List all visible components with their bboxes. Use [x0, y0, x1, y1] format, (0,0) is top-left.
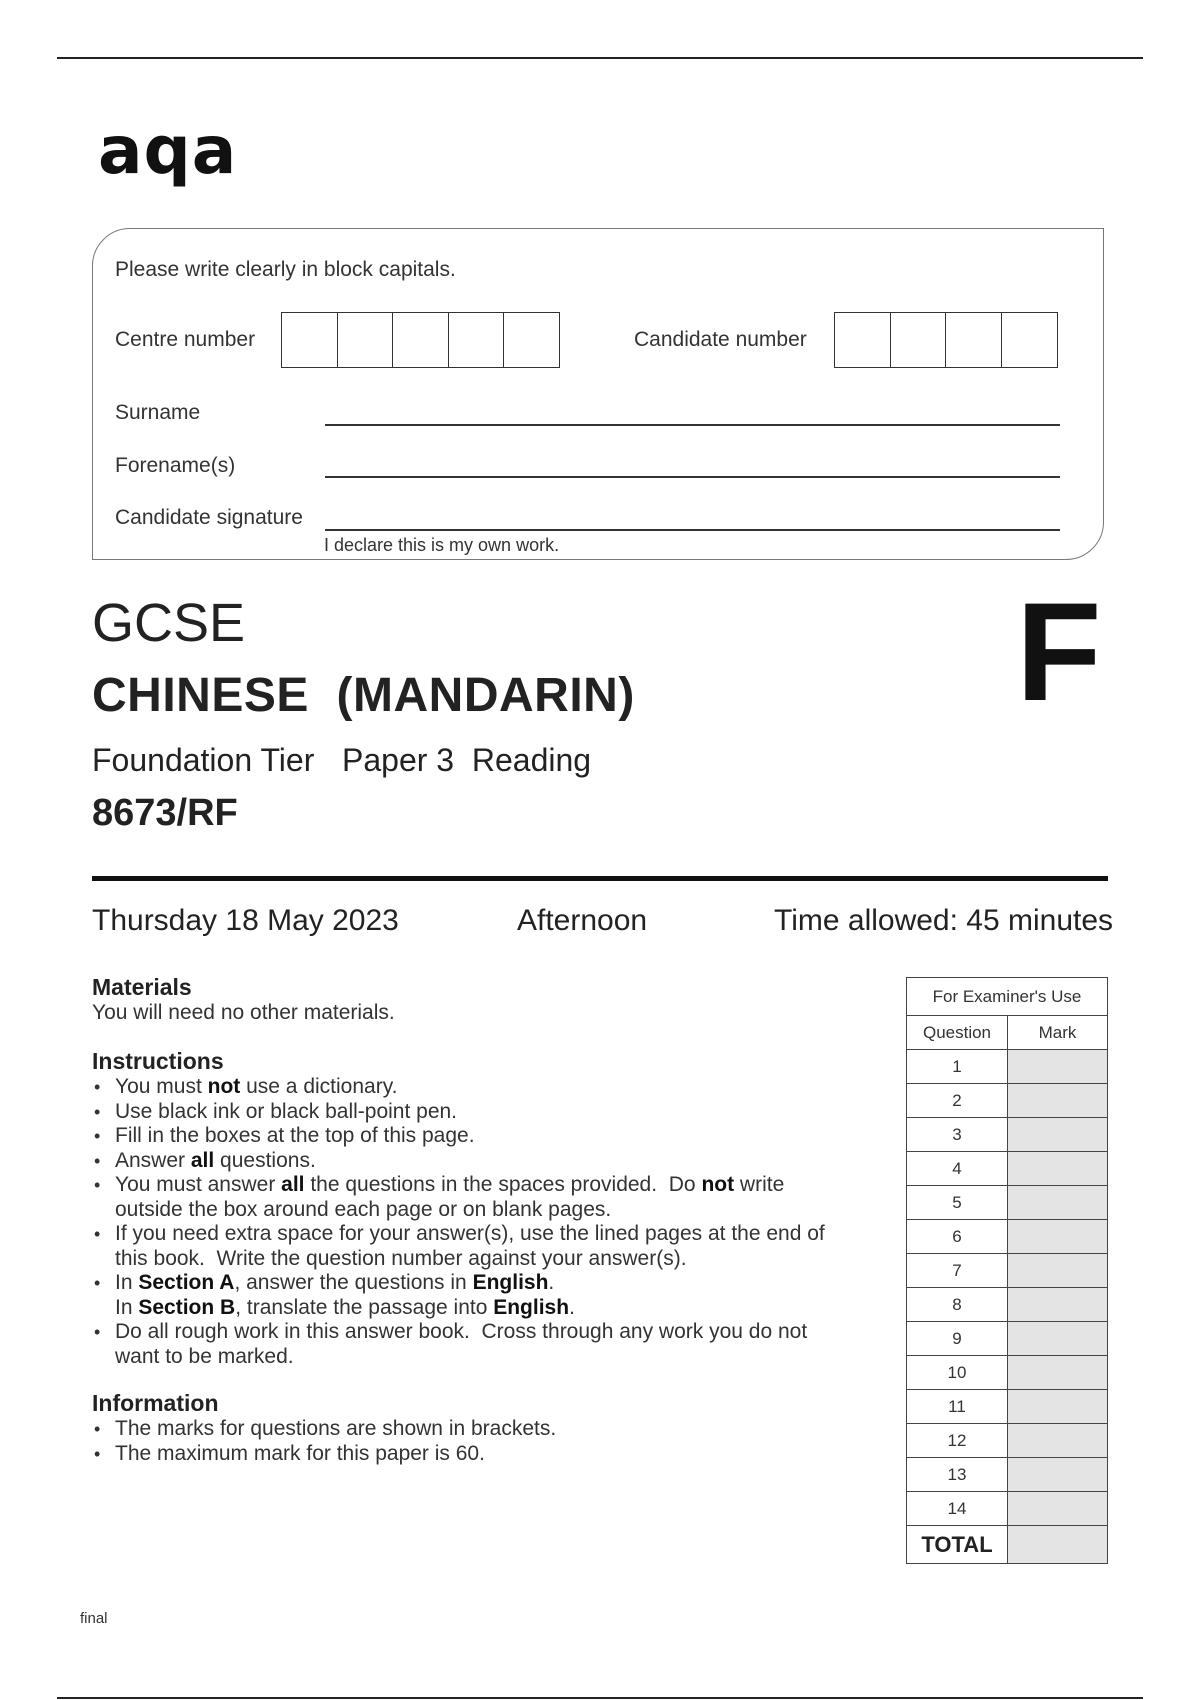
- mark-cell[interactable]: [1008, 1288, 1108, 1322]
- table-row: 11: [907, 1390, 1108, 1424]
- information-list: [92, 1417, 902, 1466]
- title-divider: [92, 876, 1108, 881]
- candidate-number-digit[interactable]: [834, 312, 891, 368]
- list-item: • Use black ink or black ball-point pen.: [92, 1100, 902, 1125]
- centre-number-digit[interactable]: [392, 312, 449, 368]
- subject-title: CHINESE (MANDARIN): [92, 669, 635, 722]
- table-row: 13: [907, 1458, 1108, 1492]
- instructions-list: [92, 1075, 902, 1369]
- information-heading: Information: [92, 1390, 219, 1416]
- table-row: 7: [907, 1254, 1108, 1288]
- paper-label: Paper 3 Reading: [342, 742, 592, 778]
- examiners-use-table: [906, 977, 1108, 1564]
- aqa-logo: aqa: [98, 112, 238, 189]
- table-row: 12: [907, 1424, 1108, 1458]
- candidate-number-digit[interactable]: [890, 312, 947, 368]
- table-row: 6: [907, 1220, 1108, 1254]
- centre-number-digit[interactable]: [337, 312, 394, 368]
- instructions-heading: Instructions: [92, 1048, 224, 1074]
- mark-cell[interactable]: [1008, 1424, 1108, 1458]
- mark-cell[interactable]: [1008, 1322, 1108, 1356]
- exam-date: Thursday 18 May 2023: [92, 904, 399, 937]
- mark-cell[interactable]: [1008, 1254, 1108, 1288]
- bottom-rule: [57, 1697, 1143, 1699]
- total-label: TOTAL: [907, 1526, 1008, 1564]
- tier-label: Foundation Tier: [92, 742, 315, 778]
- forenames-label: Forename(s): [115, 454, 236, 477]
- question-column-header: Question: [907, 1016, 1008, 1050]
- centre-number-digit[interactable]: [448, 312, 505, 368]
- table-row: 9: [907, 1322, 1108, 1356]
- table-row: 10: [907, 1356, 1108, 1390]
- surname-label: Surname: [115, 401, 201, 424]
- mark-cell[interactable]: [1008, 1084, 1108, 1118]
- signature-label: Candidate signature: [115, 506, 303, 529]
- table-row: 8: [907, 1288, 1108, 1322]
- candidate-number-boxes: [834, 312, 1058, 368]
- paper-code: 8673/RF: [92, 792, 238, 834]
- mark-cell[interactable]: [1008, 1118, 1108, 1152]
- mark-cell[interactable]: [1008, 1492, 1108, 1526]
- list-item: • The maximum mark for this paper is 60.: [92, 1442, 902, 1467]
- table-row: 14: [907, 1492, 1108, 1526]
- footer-note: final: [80, 1610, 108, 1627]
- centre-number-digit[interactable]: [503, 312, 560, 368]
- mark-cell[interactable]: [1008, 1356, 1108, 1390]
- materials-heading: Materials: [92, 974, 192, 1000]
- instructions-section: [92, 1048, 902, 1369]
- list-item: • The marks for questions are shown in brackets.: [92, 1417, 902, 1442]
- candidate-number-digit[interactable]: [945, 312, 1002, 368]
- mark-cell[interactable]: [1008, 1220, 1108, 1254]
- materials-section: [92, 974, 892, 1026]
- qualification-title: GCSE: [92, 593, 246, 653]
- candidate-number-digit[interactable]: [1001, 312, 1058, 368]
- table-row: 5: [907, 1186, 1108, 1220]
- list-item: • Do all rough work in this answer book. Cross through any work you do not want to be marked.: [92, 1320, 902, 1369]
- time-allowed: Time allowed: 45 minutes: [774, 904, 1114, 937]
- table-row: 2: [907, 1084, 1108, 1118]
- exam-session: Afternoon: [517, 904, 648, 937]
- list-item: • You must not use a dictionary.: [92, 1075, 902, 1100]
- list-item: • Fill in the boxes at the top of this page.: [92, 1124, 902, 1149]
- total-mark-cell[interactable]: [1008, 1526, 1108, 1564]
- declaration-text: I declare this is my own work.: [324, 535, 560, 555]
- candidate-number-label: Candidate number: [634, 328, 807, 351]
- examiners-use-title: For Examiner's Use: [907, 978, 1108, 1016]
- materials-text: You will need no other materials.: [92, 1001, 395, 1024]
- list-item: • If you need extra space for your answer(s), use the lined pages at the end of this book. Write the question number against your answer(s).: [92, 1222, 902, 1271]
- centre-number-label: Centre number: [115, 328, 256, 351]
- centre-number-digit[interactable]: [281, 312, 338, 368]
- list-item: • In Section A, answer the questions in English. In Section B, translate the passage into English.: [92, 1271, 902, 1320]
- mark-cell[interactable]: [1008, 1152, 1108, 1186]
- list-item: • You must answer all the questions in the spaces provided. Do not write outside the box around each page or on blank pages.: [92, 1173, 902, 1222]
- mark-cell[interactable]: [1008, 1050, 1108, 1084]
- list-item: • Answer all questions.: [92, 1149, 902, 1174]
- tier-letter: F: [1016, 573, 1102, 730]
- table-row: 1: [907, 1050, 1108, 1084]
- total-row: [907, 1526, 1108, 1564]
- centre-number-boxes: [281, 312, 560, 368]
- mark-column-header: Mark: [1008, 1016, 1108, 1050]
- table-row: 4: [907, 1152, 1108, 1186]
- forenames-field[interactable]: [325, 476, 1060, 478]
- surname-field[interactable]: [325, 424, 1060, 426]
- mark-cell[interactable]: [1008, 1458, 1108, 1492]
- information-section: [92, 1390, 902, 1466]
- table-row: 3: [907, 1118, 1108, 1152]
- top-rule: [57, 57, 1143, 59]
- form-instruction: Please write clearly in block capitals.: [115, 258, 456, 281]
- signature-field[interactable]: [325, 529, 1060, 531]
- mark-cell[interactable]: [1008, 1186, 1108, 1220]
- mark-cell[interactable]: [1008, 1390, 1108, 1424]
